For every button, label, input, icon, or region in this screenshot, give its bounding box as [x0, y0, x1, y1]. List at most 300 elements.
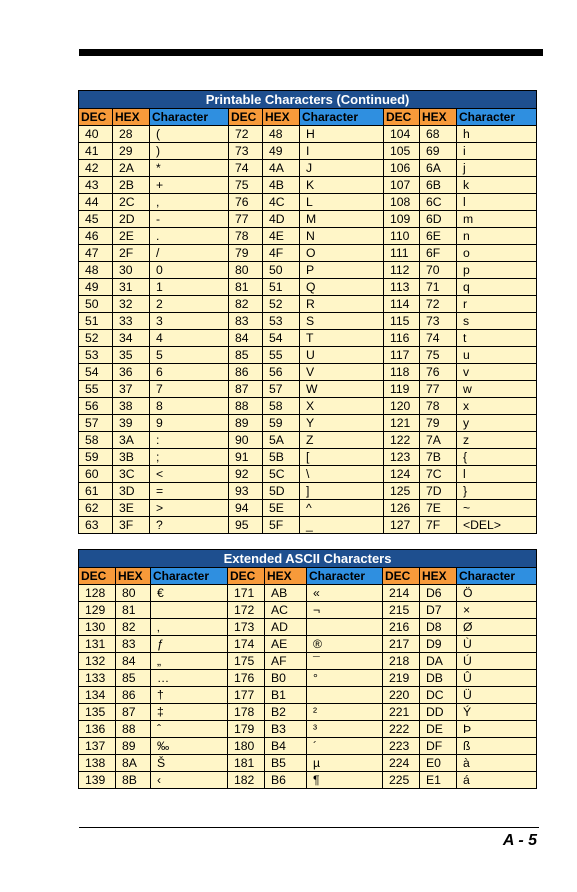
column-header-character: Character [457, 109, 537, 126]
dec-cell: 47 [79, 245, 113, 262]
page-number: A - 5 [502, 832, 537, 849]
hex-cell: 34 [113, 330, 150, 347]
character-cell: X [300, 398, 384, 415]
dec-cell: 80 [229, 262, 263, 279]
dec-cell: 172 [228, 602, 265, 619]
table-row [79, 228, 537, 245]
extended-ascii-table-wrap [78, 549, 536, 789]
hex-cell: 6A [420, 160, 457, 177]
dec-cell: 132 [79, 653, 116, 670]
character-cell: 8 [150, 398, 229, 415]
character-cell: * [150, 160, 229, 177]
hex-cell: 70 [420, 262, 457, 279]
character-cell: ~ [457, 500, 537, 517]
character-cell: u [457, 347, 537, 364]
hex-cell: 4A [263, 160, 300, 177]
character-cell: Ø [457, 619, 537, 636]
column-header-hex: HEX [420, 109, 457, 126]
dec-cell: 119 [384, 381, 420, 398]
hex-cell: 7F [420, 517, 457, 534]
character-cell: v [457, 364, 537, 381]
character-cell: p [457, 262, 537, 279]
dec-cell: 88 [229, 398, 263, 415]
character-cell: o [457, 245, 537, 262]
table-row [79, 466, 537, 483]
dec-cell: 104 [384, 126, 420, 143]
column-header-dec: DEC [383, 568, 420, 585]
table-row [79, 449, 537, 466]
hex-cell: 87 [116, 704, 151, 721]
hex-cell: B0 [265, 670, 307, 687]
character-cell: w [457, 381, 537, 398]
hex-cell: B6 [265, 772, 307, 789]
character-cell: I [300, 143, 384, 160]
dec-cell: 108 [384, 194, 420, 211]
dec-cell: 139 [79, 772, 116, 789]
hex-cell: 7E [420, 500, 457, 517]
hex-cell: 3C [113, 466, 150, 483]
extended-ascii-table [78, 549, 537, 789]
dec-cell: 224 [383, 755, 420, 772]
hex-cell: B3 [265, 721, 307, 738]
hex-cell: 78 [420, 398, 457, 415]
character-cell: 1 [150, 279, 229, 296]
printable-characters-table-wrap [78, 90, 536, 534]
hex-cell: 5F [263, 517, 300, 534]
table-row [79, 721, 537, 738]
column-header-dec: DEC [79, 109, 113, 126]
dec-cell: 79 [229, 245, 263, 262]
table-row [79, 381, 537, 398]
dec-cell: 86 [229, 364, 263, 381]
dec-cell: 85 [229, 347, 263, 364]
hex-cell: 85 [116, 670, 151, 687]
table-row [79, 211, 537, 228]
hex-cell: 82 [116, 619, 151, 636]
dec-cell: 43 [79, 177, 113, 194]
dec-cell: 110 [384, 228, 420, 245]
dec-cell: 46 [79, 228, 113, 245]
dec-cell: 124 [384, 466, 420, 483]
table-row [79, 177, 537, 194]
dec-cell: 221 [383, 704, 420, 721]
dec-cell: 117 [384, 347, 420, 364]
character-cell: Û [457, 670, 537, 687]
dec-cell: 115 [384, 313, 420, 330]
hex-cell: 7C [420, 466, 457, 483]
table-row [79, 687, 537, 704]
hex-cell: 37 [113, 381, 150, 398]
hex-cell: DC [420, 687, 457, 704]
hex-cell: E1 [420, 772, 457, 789]
character-cell: 5 [150, 347, 229, 364]
hex-cell: 6C [420, 194, 457, 211]
column-header-dec: DEC [384, 109, 420, 126]
hex-cell: 30 [113, 262, 150, 279]
character-cell: 3 [150, 313, 229, 330]
character-cell: « [307, 585, 383, 602]
hex-cell: AF [265, 653, 307, 670]
character-cell: 4 [150, 330, 229, 347]
character-cell: ² [307, 704, 383, 721]
hex-cell: 6D [420, 211, 457, 228]
column-header-hex: HEX [116, 568, 151, 585]
hex-cell: 74 [420, 330, 457, 347]
character-cell: h [457, 126, 537, 143]
dec-cell: 92 [229, 466, 263, 483]
dec-cell: 58 [79, 432, 113, 449]
dec-cell: 109 [384, 211, 420, 228]
character-cell: ] [300, 483, 384, 500]
character-cell: 6 [150, 364, 229, 381]
table-row [79, 619, 537, 636]
top-rule [79, 49, 543, 56]
table-row [79, 245, 537, 262]
hex-cell: 49 [263, 143, 300, 160]
dec-cell: 74 [229, 160, 263, 177]
character-cell: ? [150, 517, 229, 534]
hex-cell: D7 [420, 602, 457, 619]
dec-cell: 55 [79, 381, 113, 398]
dec-cell: 222 [383, 721, 420, 738]
character-cell: Ù [457, 636, 537, 653]
hex-cell: 68 [420, 126, 457, 143]
dec-cell: 217 [383, 636, 420, 653]
character-cell: ( [150, 126, 229, 143]
character-cell: ¶ [307, 772, 383, 789]
hex-cell: 2B [113, 177, 150, 194]
character-cell: N [300, 228, 384, 245]
dec-cell: 81 [229, 279, 263, 296]
character-cell: J [300, 160, 384, 177]
hex-cell: 35 [113, 347, 150, 364]
character-cell: ‹ [151, 772, 228, 789]
dec-cell: 114 [384, 296, 420, 313]
dec-cell: 182 [228, 772, 265, 789]
hex-cell: 53 [263, 313, 300, 330]
table-row [79, 330, 537, 347]
column-header-dec: DEC [79, 568, 116, 585]
column-header-dec: DEC [229, 109, 263, 126]
hex-cell: AD [265, 619, 307, 636]
character-cell: ß [457, 738, 537, 755]
character-cell: j [457, 160, 537, 177]
dec-cell: 72 [229, 126, 263, 143]
hex-cell: 6E [420, 228, 457, 245]
dec-cell: 223 [383, 738, 420, 755]
table-row [79, 194, 537, 211]
dec-cell: 171 [228, 585, 265, 602]
character-cell: L [300, 194, 384, 211]
character-cell: m [457, 211, 537, 228]
character-cell: 2 [150, 296, 229, 313]
table-row [79, 143, 537, 160]
character-cell: Ö [457, 585, 537, 602]
hex-cell: 73 [420, 313, 457, 330]
character-cell: [ [300, 449, 384, 466]
dec-cell: 176 [228, 670, 265, 687]
table-row [79, 670, 537, 687]
hex-cell: AE [265, 636, 307, 653]
dec-cell: 107 [384, 177, 420, 194]
hex-cell: 54 [263, 330, 300, 347]
character-cell: > [150, 500, 229, 517]
hex-cell: DE [420, 721, 457, 738]
table-row [79, 585, 537, 602]
hex-cell: DF [420, 738, 457, 755]
dec-cell: 61 [79, 483, 113, 500]
dec-cell: 62 [79, 500, 113, 517]
column-header-character: Character [151, 568, 228, 585]
character-cell: = [150, 483, 229, 500]
hex-cell: 8A [116, 755, 151, 772]
character-cell: R [300, 296, 384, 313]
dec-cell: 91 [229, 449, 263, 466]
character-cell: x [457, 398, 537, 415]
bottom-rule [79, 827, 539, 828]
character-cell: \ [300, 466, 384, 483]
hex-cell: D8 [420, 619, 457, 636]
character-cell: } [457, 483, 537, 500]
dec-cell: 76 [229, 194, 263, 211]
dec-cell: 174 [228, 636, 265, 653]
character-cell: l [457, 466, 537, 483]
table-title: Printable Characters (Continued) [79, 91, 537, 109]
dec-cell: 181 [228, 755, 265, 772]
printable-characters-table [78, 90, 537, 534]
hex-cell: 3A [113, 432, 150, 449]
character-cell: V [300, 364, 384, 381]
dec-cell: 94 [229, 500, 263, 517]
character-cell: W [300, 381, 384, 398]
character-cell: † [151, 687, 228, 704]
dec-cell: 121 [384, 415, 420, 432]
dec-cell: 50 [79, 296, 113, 313]
character-cell: r [457, 296, 537, 313]
column-header-hex: HEX [263, 109, 300, 126]
dec-cell: 82 [229, 296, 263, 313]
table-row [79, 432, 537, 449]
hex-cell: D6 [420, 585, 457, 602]
dec-cell: 128 [79, 585, 116, 602]
character-cell: ¯ [307, 653, 383, 670]
hex-cell: DB [420, 670, 457, 687]
table-row [79, 755, 537, 772]
character-cell: … [151, 670, 228, 687]
dec-cell: 44 [79, 194, 113, 211]
character-cell: P [300, 262, 384, 279]
dec-cell: 122 [384, 432, 420, 449]
character-cell [307, 619, 383, 636]
hex-cell: 75 [420, 347, 457, 364]
table-row [79, 398, 537, 415]
hex-cell: 3D [113, 483, 150, 500]
dec-cell: 127 [384, 517, 420, 534]
table-row [79, 415, 537, 432]
hex-cell: DD [420, 704, 457, 721]
character-cell: s [457, 313, 537, 330]
hex-cell: 5A [263, 432, 300, 449]
table-title: Extended ASCII Characters [79, 550, 537, 568]
hex-cell: D9 [420, 636, 457, 653]
hex-cell: 7A [420, 432, 457, 449]
character-cell: { [457, 449, 537, 466]
column-header-hex: HEX [113, 109, 150, 126]
dec-cell: 42 [79, 160, 113, 177]
hex-cell: B1 [265, 687, 307, 704]
column-header-hex: HEX [265, 568, 307, 585]
table-row [79, 653, 537, 670]
character-cell: t [457, 330, 537, 347]
hex-cell: 33 [113, 313, 150, 330]
character-cell: Q [300, 279, 384, 296]
dec-cell: 116 [384, 330, 420, 347]
hex-cell: 2A [113, 160, 150, 177]
column-header-character: Character [307, 568, 383, 585]
character-cell: y [457, 415, 537, 432]
dec-cell: 123 [384, 449, 420, 466]
hex-cell: 89 [116, 738, 151, 755]
dec-cell: 59 [79, 449, 113, 466]
hex-cell: 36 [113, 364, 150, 381]
dec-cell: 120 [384, 398, 420, 415]
hex-cell: 28 [113, 126, 150, 143]
dec-cell: 173 [228, 619, 265, 636]
dec-cell: 106 [384, 160, 420, 177]
table-row [79, 262, 537, 279]
dec-cell: 83 [229, 313, 263, 330]
hex-cell: 4F [263, 245, 300, 262]
table-row [79, 517, 537, 534]
character-cell: × [457, 602, 537, 619]
character-cell: H [300, 126, 384, 143]
character-cell: ¬ [307, 602, 383, 619]
character-cell: ³ [307, 721, 383, 738]
character-cell: Y [300, 415, 384, 432]
dec-cell: 126 [384, 500, 420, 517]
hex-cell: 79 [420, 415, 457, 432]
table-row [79, 279, 537, 296]
column-header-character: Character [150, 109, 229, 126]
dec-cell: 45 [79, 211, 113, 228]
character-cell: ; [150, 449, 229, 466]
dec-cell: 93 [229, 483, 263, 500]
character-cell: Ü [457, 687, 537, 704]
character-cell: + [150, 177, 229, 194]
hex-cell: 6B [420, 177, 457, 194]
column-header-dec: DEC [228, 568, 265, 585]
character-cell: S [300, 313, 384, 330]
hex-cell: 88 [116, 721, 151, 738]
hex-cell: 4C [263, 194, 300, 211]
dec-cell: 178 [228, 704, 265, 721]
character-cell: , [150, 194, 229, 211]
character-cell: à [457, 755, 537, 772]
dec-cell: 40 [79, 126, 113, 143]
character-cell: 9 [150, 415, 229, 432]
character-cell: 7 [150, 381, 229, 398]
character-cell: < [150, 466, 229, 483]
character-cell: U [300, 347, 384, 364]
table-row [79, 738, 537, 755]
dec-cell: 129 [79, 602, 116, 619]
dec-cell: 77 [229, 211, 263, 228]
character-cell: T [300, 330, 384, 347]
dec-cell: 73 [229, 143, 263, 160]
hex-cell: 52 [263, 296, 300, 313]
character-cell: q [457, 279, 537, 296]
character-cell: / [150, 245, 229, 262]
dec-cell: 52 [79, 330, 113, 347]
table-row [79, 636, 537, 653]
hex-cell: 4E [263, 228, 300, 245]
character-cell: „ [151, 653, 228, 670]
character-cell: - [150, 211, 229, 228]
character-cell: _ [300, 517, 384, 534]
hex-cell: B5 [265, 755, 307, 772]
dec-cell: 216 [383, 619, 420, 636]
character-cell: € [151, 585, 228, 602]
hex-cell: 86 [116, 687, 151, 704]
table-row [79, 126, 537, 143]
column-header-character: Character [457, 568, 537, 585]
table-row [79, 160, 537, 177]
character-cell: 0 [150, 262, 229, 279]
hex-cell: 32 [113, 296, 150, 313]
hex-cell: 5C [263, 466, 300, 483]
table-row [79, 772, 537, 789]
character-cell: ^ [300, 500, 384, 517]
hex-cell: 39 [113, 415, 150, 432]
character-cell: i [457, 143, 537, 160]
dec-cell: 78 [229, 228, 263, 245]
hex-cell: 3F [113, 517, 150, 534]
table-row [79, 500, 537, 517]
hex-cell: E0 [420, 755, 457, 772]
hex-cell: 2D [113, 211, 150, 228]
character-cell: K [300, 177, 384, 194]
character-cell: ‡ [151, 704, 228, 721]
dec-cell: 113 [384, 279, 420, 296]
hex-cell: 7D [420, 483, 457, 500]
dec-cell: 214 [383, 585, 420, 602]
dec-cell: 112 [384, 262, 420, 279]
table-row [79, 704, 537, 721]
dec-cell: 177 [228, 687, 265, 704]
hex-cell: 8B [116, 772, 151, 789]
character-cell: µ [307, 755, 383, 772]
character-cell: Z [300, 432, 384, 449]
dec-cell: 137 [79, 738, 116, 755]
hex-cell: AB [265, 585, 307, 602]
dec-cell: 135 [79, 704, 116, 721]
dec-cell: 87 [229, 381, 263, 398]
character-cell: <DEL> [457, 517, 537, 534]
dec-cell: 219 [383, 670, 420, 687]
character-cell: ´ [307, 738, 383, 755]
character-cell: ) [150, 143, 229, 160]
hex-cell: AC [265, 602, 307, 619]
table-row [79, 296, 537, 313]
hex-cell: 59 [263, 415, 300, 432]
table-row [79, 364, 537, 381]
character-cell: ‚ [151, 619, 228, 636]
dec-cell: 56 [79, 398, 113, 415]
dec-cell: 63 [79, 517, 113, 534]
character-cell: O [300, 245, 384, 262]
hex-cell: 83 [116, 636, 151, 653]
character-cell: ° [307, 670, 383, 687]
